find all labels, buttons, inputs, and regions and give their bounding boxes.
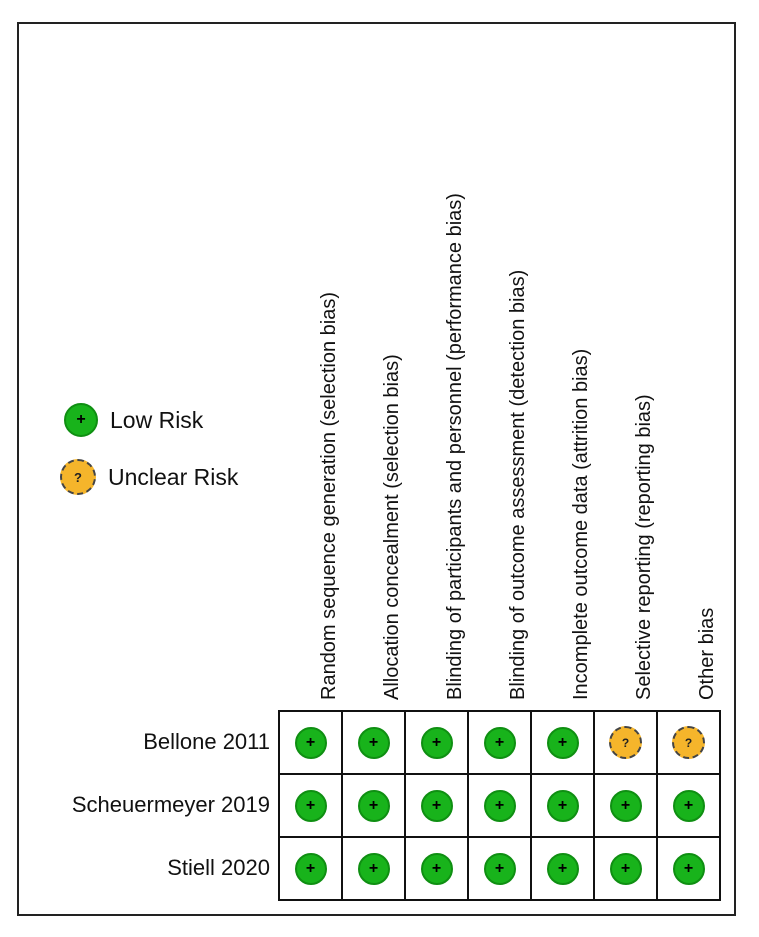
- low-risk-icon: +: [547, 727, 579, 759]
- legend-unclear-risk-label: Unclear Risk: [108, 463, 239, 490]
- low-risk-icon: +: [64, 403, 98, 437]
- risk-cell: [342, 711, 405, 774]
- low-risk-icon: +: [673, 790, 705, 822]
- unclear-risk-icon: ?: [609, 726, 642, 759]
- study-label: Stiell 2020: [167, 855, 270, 880]
- study-label: Scheuermeyer 2019: [71, 792, 270, 817]
- risk-cell: [657, 837, 720, 900]
- low-risk-icon: +: [358, 790, 390, 822]
- domain-header: Random sequence generation (selection bias): [317, 291, 340, 700]
- risk-cell: [531, 837, 594, 900]
- legend-low-risk: [64, 403, 203, 437]
- risk-cell: [279, 774, 342, 837]
- low-risk-icon: +: [673, 853, 705, 885]
- unclear-risk-icon: ?: [60, 459, 96, 495]
- study-row: [279, 711, 720, 774]
- domain-header: Selective reporting (reporting bias): [632, 394, 655, 700]
- domain-header: Incomplete outcome data (attrition bias): [569, 348, 592, 700]
- domain-header: Allocation concealment (selection bias): [380, 354, 403, 700]
- risk-cell: [468, 837, 531, 900]
- low-risk-icon: +: [484, 853, 516, 885]
- low-risk-icon: +: [358, 853, 390, 885]
- low-risk-icon: +: [295, 853, 327, 885]
- domain-header: Other bias: [695, 607, 718, 700]
- risk-cell: [594, 774, 657, 837]
- study-row: [279, 837, 720, 900]
- study-row: [279, 774, 720, 837]
- risk-cell: [468, 711, 531, 774]
- low-risk-icon: +: [295, 727, 327, 759]
- risk-cell: [342, 774, 405, 837]
- risk-cell: [531, 711, 594, 774]
- risk-cell: [594, 837, 657, 900]
- low-risk-icon: +: [610, 790, 642, 822]
- risk-cell: [468, 774, 531, 837]
- low-risk-icon: +: [547, 790, 579, 822]
- unclear-risk-icon: ?: [672, 726, 705, 759]
- risk-cell: [405, 774, 468, 837]
- low-risk-icon: +: [610, 853, 642, 885]
- risk-cell: [279, 837, 342, 900]
- domain-header: Blinding of participants and personnel (performance bias): [443, 193, 466, 700]
- risk-grid: [278, 710, 721, 901]
- low-risk-icon: +: [421, 853, 453, 885]
- domain-header: Blinding of outcome assessment (detection bias): [506, 269, 529, 700]
- risk-cell: [657, 711, 720, 774]
- risk-cell: [657, 774, 720, 837]
- low-risk-icon: +: [484, 727, 516, 759]
- risk-cell: [594, 711, 657, 774]
- low-risk-icon: +: [358, 727, 390, 759]
- risk-cell: [342, 837, 405, 900]
- low-risk-icon: +: [421, 727, 453, 759]
- low-risk-icon: +: [421, 790, 453, 822]
- legend-unclear-risk: [60, 459, 238, 495]
- risk-cell: [279, 711, 342, 774]
- risk-cell: [405, 711, 468, 774]
- legend-low-risk-label: Low Risk: [110, 406, 204, 433]
- study-label: Bellone 2011: [143, 729, 270, 754]
- low-risk-icon: +: [484, 790, 516, 822]
- low-risk-icon: +: [547, 853, 579, 885]
- risk-cell: [405, 837, 468, 900]
- risk-cell: [531, 774, 594, 837]
- low-risk-icon: +: [295, 790, 327, 822]
